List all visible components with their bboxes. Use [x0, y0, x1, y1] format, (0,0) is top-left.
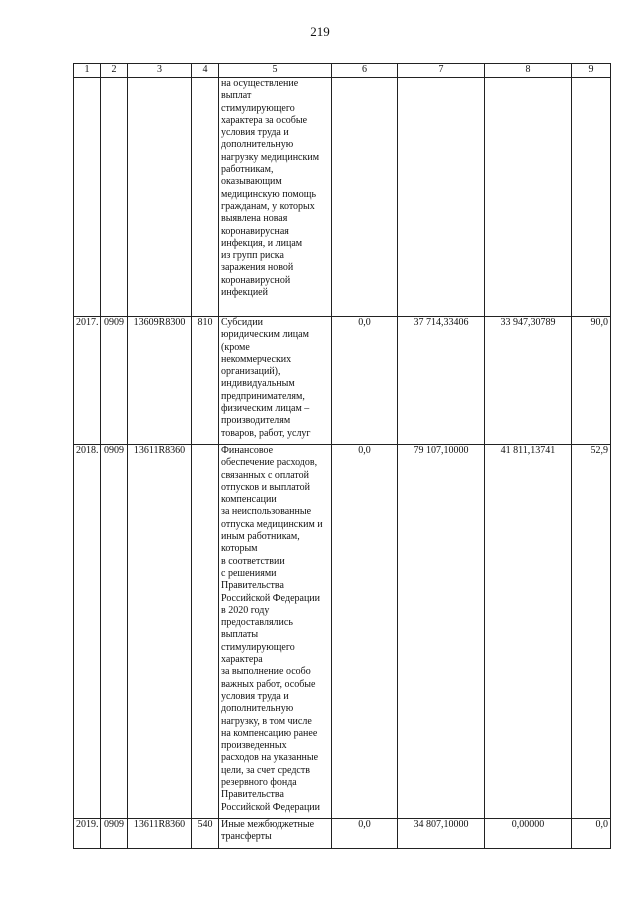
column-number: 7	[398, 64, 485, 78]
column-number: 6	[332, 64, 398, 78]
value-col6	[332, 78, 398, 317]
description: Субсидии юридическим лицам (кроме некоммерческих организаций), индивидуальным предпринимателям, физическим лицам – производителям товаров, работ, услуг	[219, 317, 332, 445]
section-code: 0909	[101, 317, 128, 445]
value-col9	[572, 78, 611, 317]
column-number: 2	[101, 64, 128, 78]
value-col6: 0,0	[332, 445, 398, 819]
column-number: 1	[74, 64, 101, 78]
description: на осуществление выплат стимулирующего характера за особые условия труда и дополнительную нагрузку медицинским работникам, оказывающим медицинскую помощь гражданам, у которых выявлена новая коронавирусная инфекция, и лицам из групп риска заражения новой коронавирусной инфекцией	[219, 78, 332, 317]
expense-type-code	[192, 78, 219, 317]
value-col7	[398, 78, 485, 317]
target-article-code: 13611R8360	[128, 445, 192, 819]
value-col8	[485, 78, 572, 317]
expense-type-code	[192, 445, 219, 819]
section-code	[101, 78, 128, 317]
section-code: 0909	[101, 819, 128, 849]
column-number: 9	[572, 64, 611, 78]
table-row	[74, 317, 611, 445]
column-number: 5	[219, 64, 332, 78]
target-article-code: 13609R8300	[128, 317, 192, 445]
row-index: 2017.	[74, 317, 101, 445]
value-col8: 0,00000	[485, 819, 572, 849]
value-col7: 37 714,33406	[398, 317, 485, 445]
value-col6: 0,0	[332, 819, 398, 849]
value-col9: 52,9	[572, 445, 611, 819]
section-code: 0909	[101, 445, 128, 819]
row-index: 2019.	[74, 819, 101, 849]
column-number: 4	[192, 64, 219, 78]
table-row	[74, 78, 611, 317]
value-col9: 0,0	[572, 819, 611, 849]
description: Финансовое обеспечение расходов, связанных с оплатой отпусков и выплатой компенсации за неиспользованные отпуска медицинским и иным работникам, которым в соответствии с решениями Правительства Российской Федерации в 2020 году предоставлялись выплаты стимулирующего характера за выполнение особо важных работ, особые условия труда и дополнительную нагрузку, в том числе на компенсацию ранее произведенных расходов на указанные цели, за счет средств резервного фонда Правительства Российской Федерации	[219, 445, 332, 819]
target-article-code	[128, 78, 192, 317]
row-index: 2018.	[74, 445, 101, 819]
expense-type-code: 540	[192, 819, 219, 849]
row-index	[74, 78, 101, 317]
value-col7: 79 107,10000	[398, 445, 485, 819]
page-number: 219	[310, 24, 330, 39]
description: Иные межбюджетные трансферты	[219, 819, 332, 849]
table-row	[74, 819, 611, 849]
target-article-code: 13611R8360	[128, 819, 192, 849]
value-col8: 33 947,30789	[485, 317, 572, 445]
column-number: 8	[485, 64, 572, 78]
value-col6: 0,0	[332, 317, 398, 445]
expense-type-code: 810	[192, 317, 219, 445]
budget-table	[73, 63, 611, 849]
value-col8: 41 811,13741	[485, 445, 572, 819]
table-row	[74, 445, 611, 819]
column-number: 3	[128, 64, 192, 78]
column-number-row	[74, 64, 611, 78]
value-col9: 90,0	[572, 317, 611, 445]
value-col7: 34 807,10000	[398, 819, 485, 849]
